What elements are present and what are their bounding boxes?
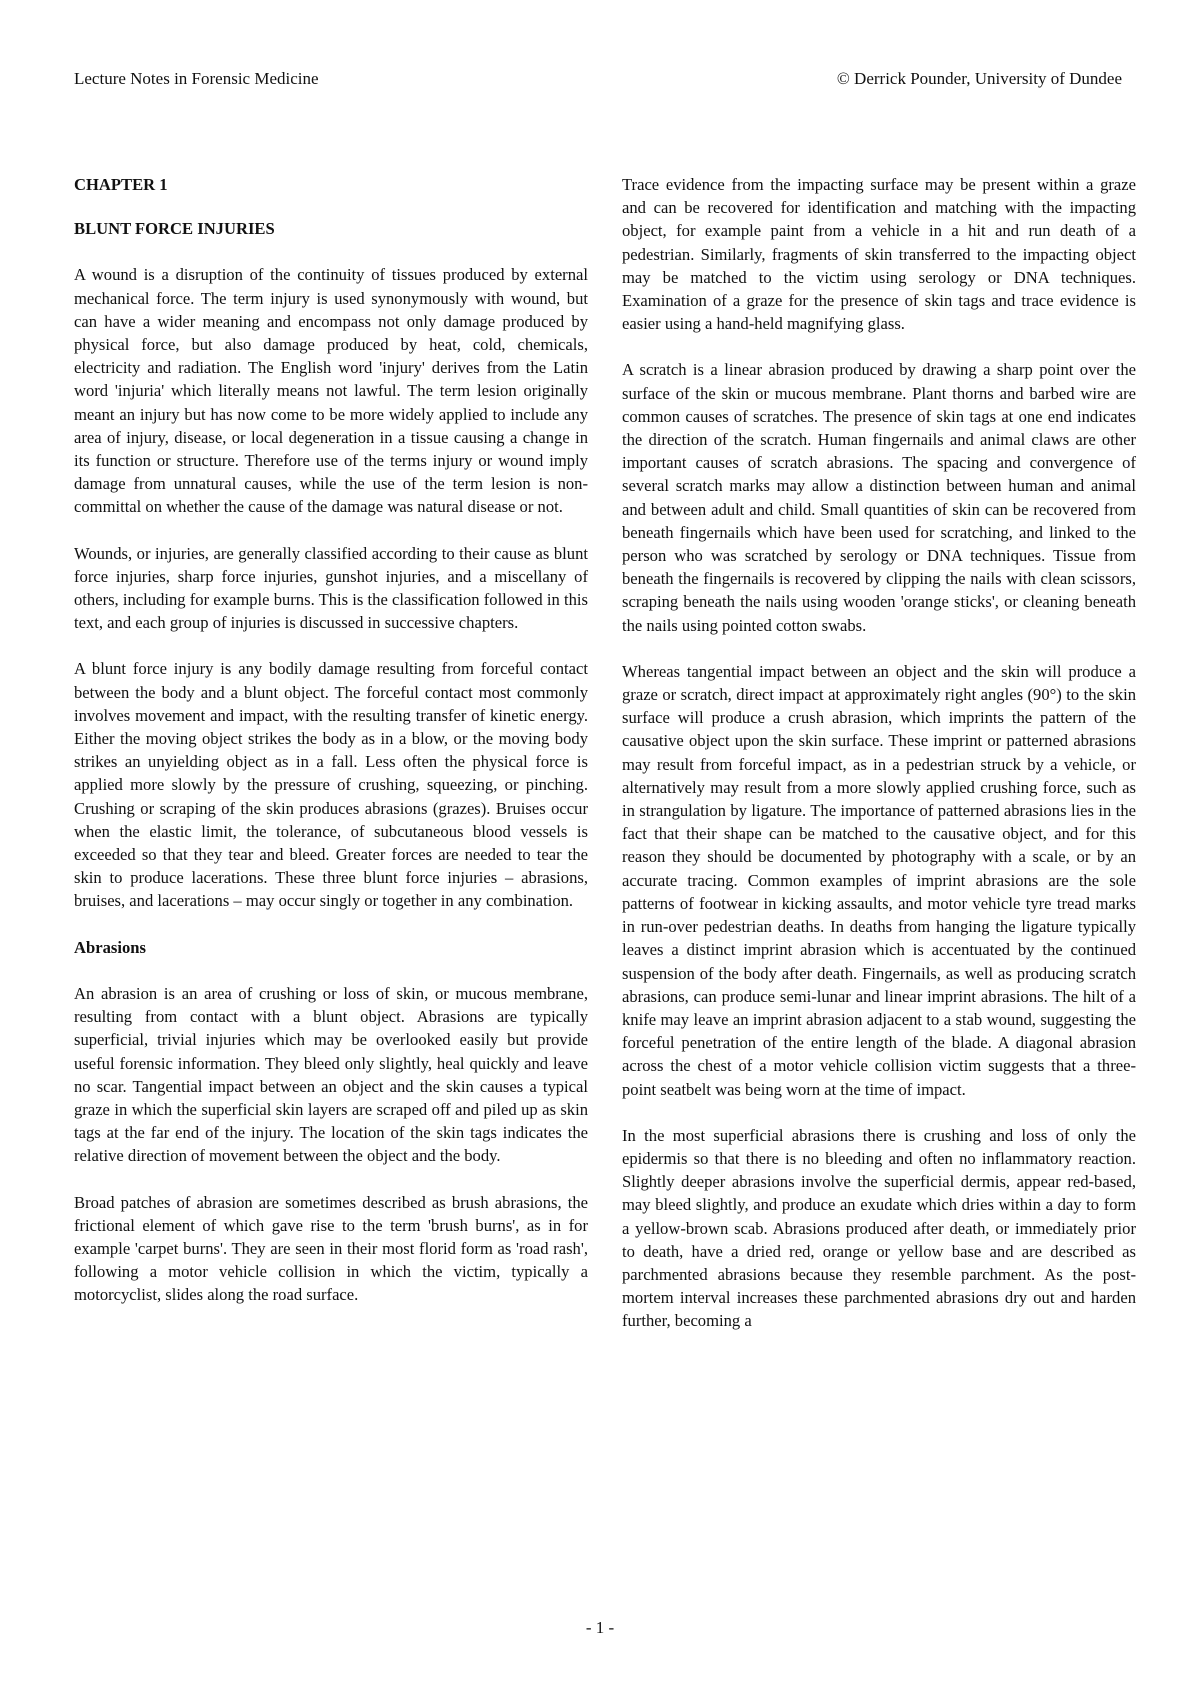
paragraph-wound-classification: Wounds, or injuries, are generally classified according to their cause as blunt force injuries, sharp force injuries, gunshot injuries, and a miscellany of others, including for example burns. This is the classification followed in this text, and each group of injuries is discussed in successive chapters. xyxy=(74,543,588,633)
running-header xyxy=(74,68,1126,90)
paragraph-abrasion-definition: An abrasion is an area of crushing or loss of skin, or mucous membrane, resulting from contact with a blunt object. Abrasions are typically superficial, trivial injuries which may be overlooked easily but provide useful forensic information. They bleed only slightly, heal quickly and leave no scar. Tangential impact between an object and the skin causes a typical graze in which the superficial skin layers are scraped off and piled up as skin tags at the far end of the injury. The location of the skin tags indicates the relative direction of movement between the object and the body. xyxy=(74,983,588,1166)
paragraph-trace-evidence: Trace evidence from the impacting surface may be present within a graze and can be recovered for identification and matching with the impacting object, for example paint from a vehicle in a hit and run death of a pedestrian. Similarly, fragments of skin transferred to the impacting object may be matched to the victim using serology or DNA techniques. Examination of a graze for the presence of skin tags and trace evidence is easier using a hand-held magnifying glass. xyxy=(622,175,1136,334)
paragraph-wound-definition: A wound is a disruption of the continuity of tissues produced by external mechanical force. The term injury is used synonymously with wound, but can have a wider meaning and encompass not only damage produced by physical force, but also damage produced by heat, cold, chemicals, electricity and radiation. The English word 'injury' derives from the Latin word 'injuria' which literally means not lawful. The term lesion originally meant an injury but has now come to be more widely applied to include any area of injury, disease, or local degeneration in a tissue causing a change in its function or structure. Therefore use of the terms injury or wound imply damage from unnatural causes, while the use of the term lesion is non-committal on whether the cause of the damage was natural disease or not. xyxy=(74,265,588,517)
paragraph-brush-abrasions: Broad patches of abrasion are sometimes described as brush abrasions, the frictional element of which gave rise to the term 'brush burns', as in for example 'carpet burns'. They are seen in their most florid form as 'road rash', following a motor vehicle collision in which the victim, typically a motorcyclist, slides along the road surface. xyxy=(74,1192,588,1305)
two-column-body xyxy=(74,173,1136,1356)
left-column xyxy=(74,173,588,1356)
paragraph-scratch: A scratch is a linear abrasion produced by drawing a sharp point over the surface of the skin or mucous membrane. Plant thorns and barbed wire are common causes of scratches. The presence of skin tags at one end indicates the direction of the scratch. Human fingernails and animal claws are other important causes of scratch abrasions. The spacing and convergence of several scratch marks may allow a distinction between human and animal and between adult and child. Small quantities of skin can be recovered from beneath fingernails which have been used for scratching, and linked to the person who was scratched by serology or DNA techniques. Tissue from beneath the fingernails is recovered by clipping the nails with clean scissors, scraping beneath the nails using wooden 'orange sticks', or cleaning beneath the nails using pointed cotton swabs. xyxy=(622,360,1136,635)
right-column xyxy=(622,173,1136,1356)
chapter-label: CHAPTER 1 xyxy=(74,175,168,194)
page-number: - 1 - xyxy=(585,1618,615,1637)
header-title: Lecture Notes in Forensic Medicine xyxy=(74,69,319,88)
paragraph-imprint-abrasions: Whereas tangential impact between an object and the skin will produce a graze or scratch, direct impact at approximately right angles (90°) to the skin surface will produce a crush abrasion, which imprints the pattern of the causative object upon the skin surface. These imprint or patterned abrasions may result from forceful impact, as in a pedestrian struck by a vehicle, or alternatively may result from a more slowly applied crushing force, such as in strangulation by ligature. The importance of patterned abrasions lies in the fact that their shape can be matched to the causative object, and for this reason they should be documented by photography with a scale, or by an accurate tracing. Common examples of imprint abrasions are the sole patterns of footwear in kicking assaults, and motor vehicle tyre tread marks in run-over pedestrian deaths. In deaths from hanging the ligature typically leaves a distinct imprint abrasion which is accentuated by the continued suspension of the body after death. Fingernails, as well as producing scratch abrasions, can produce semi-lunar and linear imprint abrasions. The hilt of a knife may leave an imprint abrasion adjacent to a stab wound, suggesting the forceful penetration of the entire length of the blade. A diagonal abrasion across the chest of a motor vehicle collision victim suggests that a three-point seatbelt was being worn at the time of impact. xyxy=(622,661,1136,1099)
chapter-title: BLUNT FORCE INJURIES xyxy=(74,219,275,239)
paragraph-blunt-force-injury: A blunt force injury is any bodily damage resulting from forceful contact between the body and a blunt object. The forceful contact most commonly involves movement and impact, with the resulting transfer of kinetic energy. Either the moving object strikes the body as in a blow, or the moving body strikes an unyielding object as in a fall. Less often the physical force is applied more slowly by the pressure of crushing, squeezing, or pinching. Crushing or scraping of the skin produces abrasions (grazes). Bruises occur when the elastic limit, the tolerance, of subcutaneous blood vessels is exceeded so that they tear and bleed. Greater forces are needed to tear the skin to produce lacerations. These three blunt force injuries – abrasions, bruises, and lacerations – may occur singly or together in any combination. xyxy=(74,659,588,911)
header-copyright: © Derrick Pounder, University of Dundee xyxy=(836,69,1122,88)
paragraph-superficial-abrasions: In the most superficial abrasions there is crushing and loss of only the epidermis so that there is no bleeding and often no inflammatory reaction. Slightly deeper abrasions involve the superficial dermis, appear red-based, may bleed slightly, and produce an exudate which dries within a day to form a yellow-brown scab. Abrasions produced after death, or immediately prior to death, have a dried red, orange or yellow base and are described as parchmented abrasions because they resemble parchment. As the post-mortem interval increases these parchmented abrasions dry out and harden further, becoming a xyxy=(622,1125,1136,1331)
section-heading-abrasions: Abrasions xyxy=(74,937,146,957)
